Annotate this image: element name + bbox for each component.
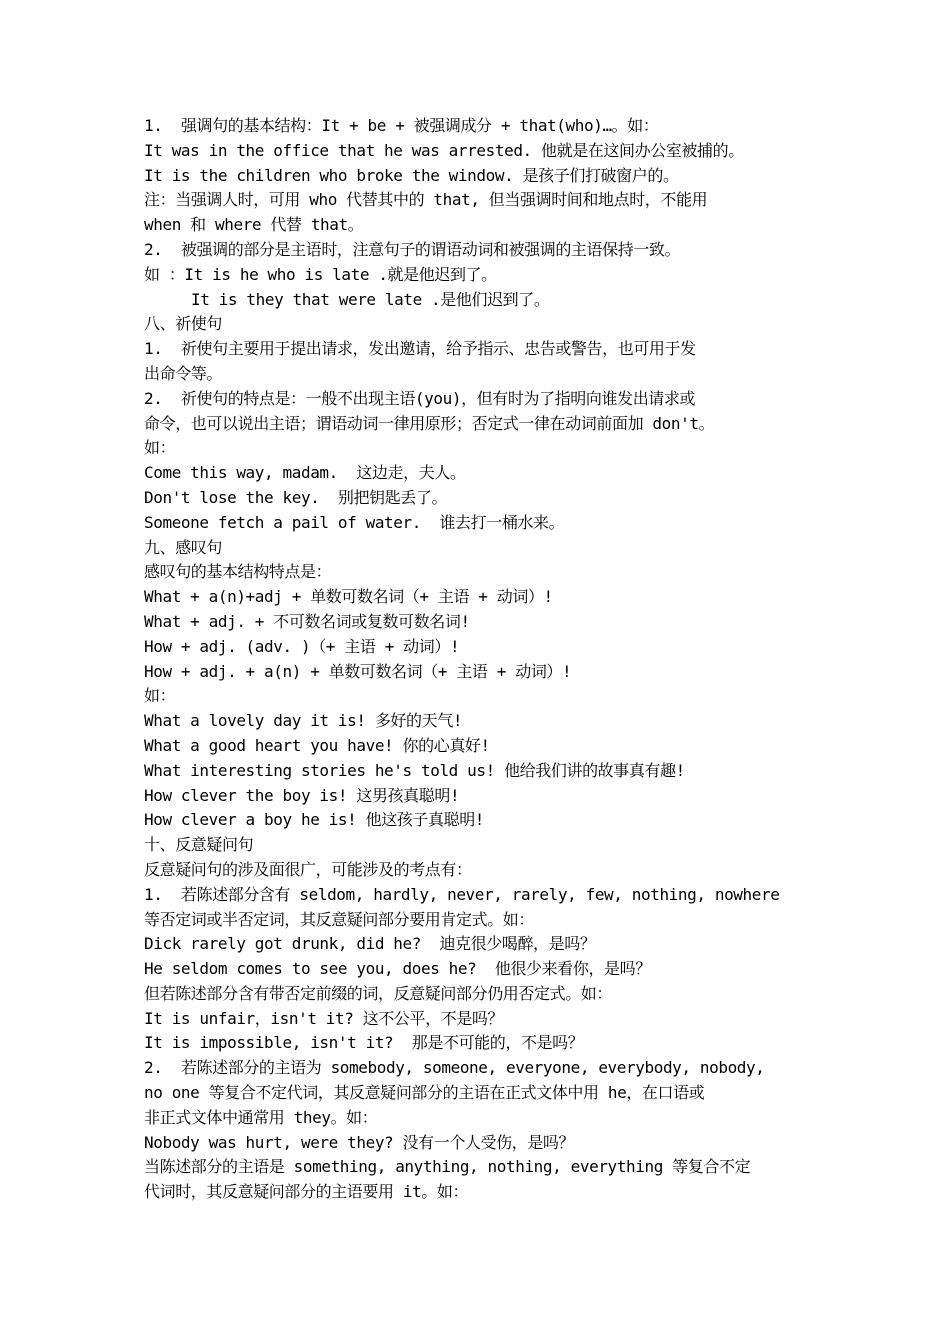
text-line: 1. 强调句的基本结构：It + be + 被强调成分 + that(who)…。如：	[144, 116, 659, 135]
text-line: no one 等复合不定代词，其反意疑问部分的主语在正式文体中用 he，在口语或	[144, 1083, 705, 1103]
text-line: How clever the boy is! 这男孩真聪明!	[144, 785, 460, 805]
text-line: Don't lose the key. 别把钥匙丢了。	[144, 487, 448, 507]
text-line: 非正式文体中通常用 they。如：	[144, 1107, 378, 1127]
text-line: Dick rarely got drunk, did he? 迪克很少喝醉，是吗？	[144, 934, 596, 954]
text-line: 当陈述部分的主语是 something, anything, nothing, everything 等复合不定	[144, 1157, 751, 1177]
text-line: when 和 where 代替 that。	[144, 215, 364, 235]
text-line: 等否定词或半否定词，其反意疑问部分要用肯定式。如：	[144, 909, 535, 929]
text-line: What + a(n)+adj + 单数可数名词（+ 主语 + 动词）!	[144, 587, 553, 607]
section-heading: 八、祈使句	[144, 314, 223, 334]
text-line: 如：	[144, 686, 176, 706]
text-line: 注：当强调人时，可用 who 代替其中的 that, 但当强调时间和地点时，不能用	[144, 190, 708, 210]
text-line: 代词时，其反意疑问部分的主语要用 it。如：	[144, 1182, 469, 1202]
text-line: 反意疑问句的涉及面很广，可能涉及的考点有：	[144, 859, 472, 879]
text-line: It is the children who broke the window. 是孩子们打破窗户的。	[144, 165, 679, 185]
text-line: It is unfair，isn't it? 这不公平，不是吗？	[144, 1008, 504, 1028]
text-line: How + adj. (adv. )（+ 主语 + 动词）!	[144, 636, 460, 656]
text-line: What + adj. + 不可数名词或复数可数名词!	[144, 611, 470, 631]
text-line: It was in the office that he was arrested. 他就是在这间办公室被捕的。	[144, 140, 744, 160]
text-line: 命令，也可以说出主语；谓语动词一律用原形；否定式一律在动词前面加 don't。	[144, 413, 715, 433]
text-line: Nobody was hurt, were they? 没有一个人受伤，是吗？	[144, 1132, 575, 1152]
text-line: 感叹句的基本结构特点是：	[144, 562, 332, 582]
text-line: Someone fetch a pail of water. 谁去打一桶水来。	[144, 512, 565, 532]
text-line: 出命令等。	[144, 363, 223, 383]
text-line: 如：	[144, 438, 176, 458]
text-line: 2. 被强调的部分是主语时，注意句子的谓语动词和被强调的主语保持一致。	[144, 239, 681, 259]
text-line: 但若陈述部分含有带否定前缀的词，反意疑问部分仍用否定式。如：	[144, 983, 613, 1003]
document-page	[144, 114, 812, 1205]
text-line: 如 ：It is he who is late .就是他迟到了。	[144, 264, 497, 284]
text-line: Come this way, madam. 这边走，夫人。	[144, 463, 466, 483]
text-line: 1. 祈使句主要用于提出请求，发出邀请，给予指示、忠告或警告，也可用于发	[144, 339, 696, 359]
text-line: He seldom comes to see you, does he? 他很少来看你，是吗？	[144, 959, 651, 979]
section-heading: 十、反意疑问句	[144, 835, 254, 855]
text-line: 2. 若陈述部分的主语为 somebody, someone, everyone, everybody, nobody,	[144, 1058, 765, 1078]
text-line: How + adj. + a(n) + 单数可数名词（+ 主语 + 动词）!	[144, 661, 572, 681]
section-heading: 九、感叹句	[144, 537, 223, 557]
text-line: It is impossible, isn't it? 那是不可能的，不是吗？	[144, 1033, 584, 1053]
text-line: 1. 若陈述部分含有 seldom, hardly, never, rarely, few, nothing, nowhere	[144, 884, 780, 904]
text-line: It is they that were late .是他们迟到了。	[191, 289, 550, 309]
text-line: What interesting stories he's told us! 他给我们讲的故事真有趣!	[144, 760, 685, 780]
text-line: 2. 祈使句的特点是：一般不出现主语(you)，但有时为了指明向谁发出请求或	[144, 388, 696, 408]
text-line: What a good heart you have! 你的心真好!	[144, 735, 490, 755]
text-line: How clever a boy he is! 他这孩子真聪明!	[144, 810, 485, 830]
text-line: What a lovely day it is! 多好的天气!	[144, 711, 463, 731]
